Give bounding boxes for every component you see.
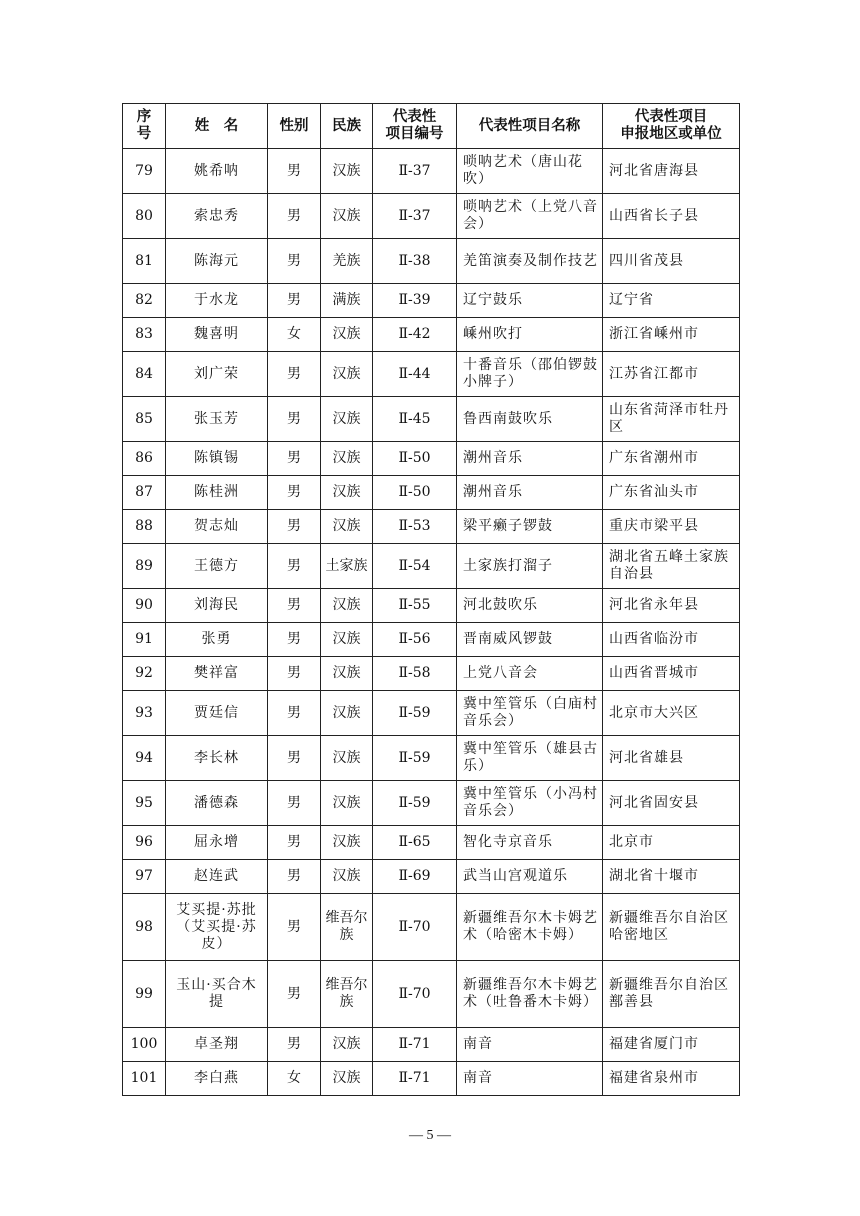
cell-gender: 男 — [268, 510, 321, 544]
cell-code: Ⅱ-54 — [373, 544, 457, 589]
cell-region: 湖北省十堰市 — [603, 860, 740, 894]
table-row — [123, 352, 740, 397]
cell-region: 山西省长子县 — [603, 194, 740, 239]
inheritors-table — [122, 103, 740, 1096]
cell-code: Ⅱ-42 — [373, 318, 457, 352]
cell-no: 94 — [123, 736, 166, 781]
table-row — [123, 149, 740, 194]
cell-no: 101 — [123, 1062, 166, 1096]
cell-name: 刘广荣 — [166, 352, 268, 397]
cell-name: 樊祥富 — [166, 657, 268, 691]
cell-project: 辽宁鼓乐 — [457, 284, 603, 318]
cell-gender: 男 — [268, 476, 321, 510]
table-body — [123, 149, 740, 1096]
cell-code: Ⅱ-56 — [373, 623, 457, 657]
cell-ethnicity: 汉族 — [321, 318, 373, 352]
cell-gender: 男 — [268, 239, 321, 284]
table-row — [123, 860, 740, 894]
cell-ethnicity: 汉族 — [321, 352, 373, 397]
cell-region: 福建省泉州市 — [603, 1062, 740, 1096]
cell-name: 陈桂洲 — [166, 476, 268, 510]
cell-project: 新疆维吾尔木卡姆艺术（哈密木卡姆） — [457, 894, 603, 961]
cell-name: 姚希呐 — [166, 149, 268, 194]
cell-region: 北京市 — [603, 826, 740, 860]
cell-project: 十番音乐（邵伯锣鼓小牌子） — [457, 352, 603, 397]
cell-name: 陈海元 — [166, 239, 268, 284]
cell-region: 山东省菏泽市牡丹区 — [603, 397, 740, 442]
cell-gender: 男 — [268, 860, 321, 894]
cell-ethnicity: 汉族 — [321, 860, 373, 894]
cell-code: Ⅱ-59 — [373, 781, 457, 826]
header-region — [603, 104, 740, 149]
cell-no: 97 — [123, 860, 166, 894]
cell-region: 北京市大兴区 — [603, 691, 740, 736]
cell-project: 晋南威风锣鼓 — [457, 623, 603, 657]
cell-no: 87 — [123, 476, 166, 510]
cell-name: 李长林 — [166, 736, 268, 781]
cell-project: 冀中笙管乐（雄县古乐） — [457, 736, 603, 781]
cell-region: 辽宁省 — [603, 284, 740, 318]
cell-no: 90 — [123, 589, 166, 623]
table-row — [123, 442, 740, 476]
cell-project: 河北鼓吹乐 — [457, 589, 603, 623]
cell-code: Ⅱ-70 — [373, 894, 457, 961]
cell-name: 赵连武 — [166, 860, 268, 894]
header-code — [373, 104, 457, 149]
cell-code: Ⅱ-45 — [373, 397, 457, 442]
cell-gender: 男 — [268, 352, 321, 397]
cell-no: 79 — [123, 149, 166, 194]
table-row — [123, 1028, 740, 1062]
cell-no: 92 — [123, 657, 166, 691]
table-row — [123, 194, 740, 239]
cell-gender: 男 — [268, 442, 321, 476]
cell-name: 潘德森 — [166, 781, 268, 826]
cell-name: 张勇 — [166, 623, 268, 657]
cell-no: 85 — [123, 397, 166, 442]
cell-ethnicity: 维吾尔族 — [321, 961, 373, 1028]
cell-region: 河北省雄县 — [603, 736, 740, 781]
header-region-text: 代表性项目 申报地区或单位 — [620, 109, 722, 142]
table-row — [123, 736, 740, 781]
table-row — [123, 623, 740, 657]
cell-no: 98 — [123, 894, 166, 961]
table-row — [123, 239, 740, 284]
cell-ethnicity: 汉族 — [321, 397, 373, 442]
cell-gender: 男 — [268, 623, 321, 657]
cell-region: 山西省晋城市 — [603, 657, 740, 691]
cell-code: Ⅱ-50 — [373, 476, 457, 510]
cell-no: 100 — [123, 1028, 166, 1062]
cell-name: 于水龙 — [166, 284, 268, 318]
table-row — [123, 826, 740, 860]
table-row — [123, 544, 740, 589]
cell-project: 冀中笙管乐（小冯村音乐会） — [457, 781, 603, 826]
table-row — [123, 318, 740, 352]
cell-ethnicity: 汉族 — [321, 623, 373, 657]
table-row — [123, 961, 740, 1028]
cell-ethnicity: 羌族 — [321, 239, 373, 284]
cell-region: 广东省潮州市 — [603, 442, 740, 476]
cell-ethnicity: 土家族 — [321, 544, 373, 589]
cell-gender: 男 — [268, 284, 321, 318]
cell-code: Ⅱ-38 — [373, 239, 457, 284]
cell-no: 96 — [123, 826, 166, 860]
table-row — [123, 589, 740, 623]
cell-region: 广东省汕头市 — [603, 476, 740, 510]
cell-project: 南音 — [457, 1028, 603, 1062]
cell-gender: 男 — [268, 781, 321, 826]
header-project-text: 代表性项目名称 — [478, 117, 581, 134]
cell-ethnicity: 汉族 — [321, 781, 373, 826]
header-ethnicity — [321, 104, 373, 149]
header-no-text: 序 号 — [136, 109, 152, 142]
cell-project: 羌笛演奏及制作技艺 — [457, 239, 603, 284]
header-gender-text: 性别 — [279, 117, 309, 134]
cell-region: 山西省临汾市 — [603, 623, 740, 657]
cell-ethnicity: 汉族 — [321, 194, 373, 239]
cell-no: 89 — [123, 544, 166, 589]
cell-ethnicity: 汉族 — [321, 1062, 373, 1096]
cell-name: 李白燕 — [166, 1062, 268, 1096]
cell-region: 河北省唐海县 — [603, 149, 740, 194]
table-row — [123, 894, 740, 961]
cell-project: 南音 — [457, 1062, 603, 1096]
cell-ethnicity: 汉族 — [321, 736, 373, 781]
table-row — [123, 657, 740, 691]
cell-project: 潮州音乐 — [457, 476, 603, 510]
cell-name: 玉山·买合木提 — [166, 961, 268, 1028]
cell-code: Ⅱ-37 — [373, 149, 457, 194]
cell-no: 88 — [123, 510, 166, 544]
cell-gender: 男 — [268, 736, 321, 781]
cell-ethnicity: 汉族 — [321, 826, 373, 860]
cell-region: 四川省茂县 — [603, 239, 740, 284]
cell-ethnicity: 满族 — [321, 284, 373, 318]
cell-gender: 男 — [268, 961, 321, 1028]
cell-region: 新疆维吾尔自治区鄯善县 — [603, 961, 740, 1028]
table-row — [123, 284, 740, 318]
cell-name: 刘海民 — [166, 589, 268, 623]
cell-code: Ⅱ-59 — [373, 736, 457, 781]
cell-gender: 男 — [268, 691, 321, 736]
cell-project: 唢呐艺术（唐山花吹） — [457, 149, 603, 194]
cell-code: Ⅱ-53 — [373, 510, 457, 544]
cell-no: 95 — [123, 781, 166, 826]
header-code-text: 代表性 项目编号 — [385, 109, 444, 142]
cell-project: 唢呐艺术（上党八音会） — [457, 194, 603, 239]
cell-project: 潮州音乐 — [457, 442, 603, 476]
cell-gender: 男 — [268, 1028, 321, 1062]
cell-no: 82 — [123, 284, 166, 318]
table-row — [123, 691, 740, 736]
cell-region: 浙江省嵊州市 — [603, 318, 740, 352]
cell-region: 新疆维吾尔自治区哈密地区 — [603, 894, 740, 961]
cell-ethnicity: 汉族 — [321, 510, 373, 544]
cell-no: 83 — [123, 318, 166, 352]
cell-ethnicity: 汉族 — [321, 442, 373, 476]
cell-project: 新疆维吾尔木卡姆艺术（吐鲁番木卡姆） — [457, 961, 603, 1028]
cell-code: Ⅱ-70 — [373, 961, 457, 1028]
cell-gender: 女 — [268, 318, 321, 352]
cell-no: 86 — [123, 442, 166, 476]
cell-no: 99 — [123, 961, 166, 1028]
cell-code: Ⅱ-39 — [373, 284, 457, 318]
table-row — [123, 781, 740, 826]
cell-no: 84 — [123, 352, 166, 397]
cell-project: 土家族打溜子 — [457, 544, 603, 589]
header-name-text: 姓 名 — [194, 117, 239, 134]
cell-region: 江苏省江都市 — [603, 352, 740, 397]
header-ethnicity-text: 民族 — [332, 117, 361, 134]
header-project — [457, 104, 603, 149]
cell-gender: 男 — [268, 397, 321, 442]
cell-project: 冀中笙管乐（白庙村音乐会） — [457, 691, 603, 736]
cell-code: Ⅱ-50 — [373, 442, 457, 476]
cell-no: 91 — [123, 623, 166, 657]
cell-code: Ⅱ-71 — [373, 1028, 457, 1062]
cell-code: Ⅱ-71 — [373, 1062, 457, 1096]
table-row — [123, 510, 740, 544]
cell-ethnicity: 汉族 — [321, 476, 373, 510]
cell-code: Ⅱ-44 — [373, 352, 457, 397]
header-gender — [268, 104, 321, 149]
cell-name: 卓圣翔 — [166, 1028, 268, 1062]
cell-name: 陈镇锡 — [166, 442, 268, 476]
page-number: — 5 — — [409, 1128, 451, 1143]
header-name — [166, 104, 268, 149]
cell-name: 贺志灿 — [166, 510, 268, 544]
cell-region: 河北省固安县 — [603, 781, 740, 826]
table-row — [123, 1062, 740, 1096]
table-row — [123, 397, 740, 442]
cell-project: 梁平癞子锣鼓 — [457, 510, 603, 544]
cell-gender: 男 — [268, 826, 321, 860]
cell-project: 鲁西南鼓吹乐 — [457, 397, 603, 442]
cell-gender: 男 — [268, 589, 321, 623]
cell-name: 张玉芳 — [166, 397, 268, 442]
cell-name: 贾廷信 — [166, 691, 268, 736]
cell-code: Ⅱ-65 — [373, 826, 457, 860]
cell-gender: 男 — [268, 657, 321, 691]
cell-ethnicity: 维吾尔族 — [321, 894, 373, 961]
cell-region: 重庆市梁平县 — [603, 510, 740, 544]
cell-gender: 女 — [268, 1062, 321, 1096]
header-row — [123, 104, 740, 149]
cell-region: 湖北省五峰土家族自治县 — [603, 544, 740, 589]
cell-region: 福建省厦门市 — [603, 1028, 740, 1062]
cell-gender: 男 — [268, 544, 321, 589]
cell-ethnicity: 汉族 — [321, 691, 373, 736]
cell-name: 艾买提·苏批（艾买提·苏皮） — [166, 894, 268, 961]
cell-gender: 男 — [268, 194, 321, 239]
cell-code: Ⅱ-59 — [373, 691, 457, 736]
cell-ethnicity: 汉族 — [321, 149, 373, 194]
cell-code: Ⅱ-37 — [373, 194, 457, 239]
cell-no: 93 — [123, 691, 166, 736]
table-row — [123, 476, 740, 510]
cell-project: 上党八音会 — [457, 657, 603, 691]
cell-code: Ⅱ-55 — [373, 589, 457, 623]
cell-ethnicity: 汉族 — [321, 1028, 373, 1062]
cell-name: 索忠秀 — [166, 194, 268, 239]
cell-ethnicity: 汉族 — [321, 589, 373, 623]
cell-project: 嵊州吹打 — [457, 318, 603, 352]
cell-code: Ⅱ-58 — [373, 657, 457, 691]
cell-project: 武当山宫观道乐 — [457, 860, 603, 894]
cell-project: 智化寺京音乐 — [457, 826, 603, 860]
cell-name: 魏喜明 — [166, 318, 268, 352]
header-no — [123, 104, 166, 149]
cell-gender: 男 — [268, 894, 321, 961]
cell-ethnicity: 汉族 — [321, 657, 373, 691]
cell-no: 80 — [123, 194, 166, 239]
cell-name: 王德方 — [166, 544, 268, 589]
cell-gender: 男 — [268, 149, 321, 194]
cell-name: 屈永增 — [166, 826, 268, 860]
cell-code: Ⅱ-69 — [373, 860, 457, 894]
cell-no: 81 — [123, 239, 166, 284]
cell-region: 河北省永年县 — [603, 589, 740, 623]
